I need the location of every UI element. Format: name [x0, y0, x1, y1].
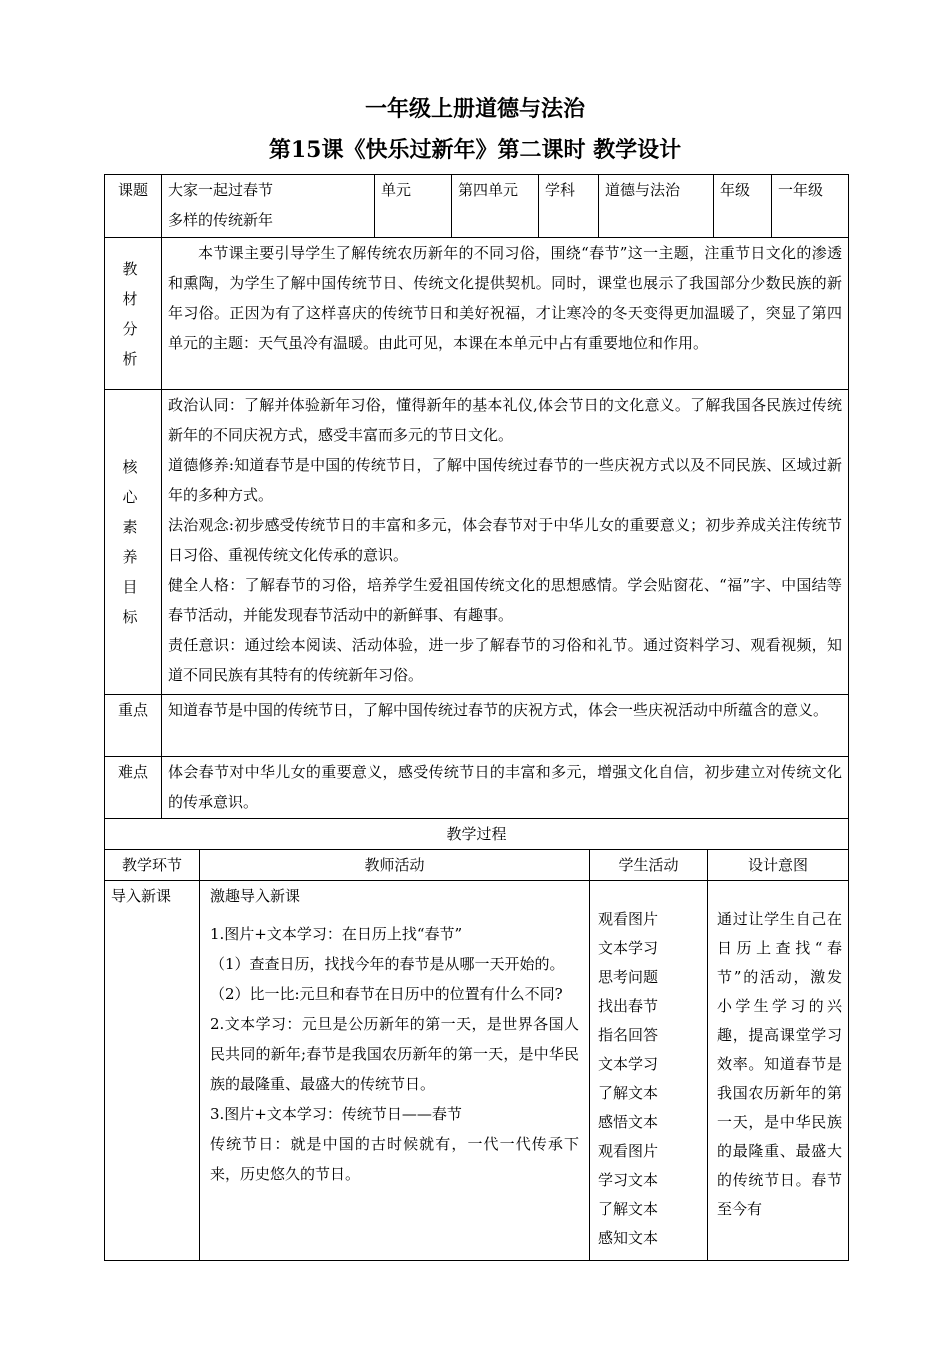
- subject-label: 学科: [539, 175, 599, 238]
- teacher-item: 1.图片+文本学习：在日历上找“春节”: [210, 925, 463, 943]
- key-point-label: 重点: [105, 695, 162, 757]
- lesson-line2: 多样的传统新年: [168, 211, 274, 229]
- analysis-text: 本节课主要引导学生了解传统农历新年的不同习俗，围绕“春节”这一主题，注重节日文化的渗透和熏陶，为学生了解中国传统节日、传统文化提供契机。同时，课堂也展示了我国部分少数民族的新年习俗。正因为有了这样喜庆的传统节日和美好祝福，才让寒冷的冬天变得更加温暖了，突显了第四单元的主题：天气虽冷有温暖。由此可见，本课在本单元中占有重要地位和作用。: [162, 238, 849, 390]
- core-label: 核 心 素 养 目 标: [105, 390, 162, 695]
- student-item: 思考问题: [598, 968, 659, 986]
- core-item: 法治观念:初步感受传统节日的丰富和多元，体会春节对于中华儿女的重要意义；初步养成关注传统节日习俗、重视传统文化传承的意识。: [168, 516, 842, 564]
- teacher-activities: [200, 881, 590, 1261]
- student-item: 了解文本: [598, 1200, 659, 1218]
- col-student: 学生活动: [590, 850, 708, 881]
- page-subtitle: 第15课《快乐过新年》第二课时 教学设计: [268, 137, 682, 163]
- core-item: 健全人格：了解春节的习俗，培养学生爱祖国传统文化的思想感情。学会贴窗花、“福”字、中国结等春节活动，并能发现春节活动中的新鲜事、有趣事。: [168, 576, 842, 624]
- student-activities: [590, 881, 708, 1261]
- teacher-item: 2.文本学习：元旦是公历新年的第一天，是世界各国人民共同的新年;春节是我国农历新年的第一天，是中华民族的最隆重、最盛大的传统节日。: [210, 1015, 579, 1093]
- teaching-process-table: [104, 818, 849, 1261]
- student-item: 观看图片: [598, 1142, 659, 1160]
- unit-label: 单元: [375, 175, 452, 238]
- subject-value: 道德与法治: [599, 175, 714, 238]
- student-item: 了解文本: [598, 1084, 659, 1102]
- student-item: 学习文本: [598, 1171, 659, 1189]
- teacher-item: （1）查查日历，找找今年的春节是从哪一天开始的。: [210, 955, 565, 973]
- process-title: 教学过程: [105, 819, 849, 850]
- core-item: 责任意识：通过绘本阅读、活动体验，进一步了解春节的习俗和礼节。通过资料学习、观看视频，知道不同民族有其特有的传统新年习俗。: [168, 636, 842, 684]
- student-item: 找出春节: [598, 997, 659, 1015]
- analysis-label: 教 材 分 析: [105, 238, 162, 390]
- student-item: 感知文本: [598, 1229, 659, 1247]
- difficulty-label: 难点: [105, 757, 162, 819]
- stage-cell: 导入新课: [105, 881, 200, 1261]
- core-goals: [162, 390, 849, 695]
- student-item: 观看图片: [598, 910, 659, 928]
- teacher-item: 3.图片+文本学习：传统节日——春节: [210, 1105, 462, 1123]
- col-stage: 教学环节: [105, 850, 200, 881]
- student-item: 指名回答: [598, 1026, 659, 1044]
- student-item: 文本学习: [598, 1055, 659, 1073]
- col-intent: 设计意图: [708, 850, 849, 881]
- unit-value: 第四单元: [452, 175, 539, 238]
- teacher-item: 传统节日：就是中国的古时候就有，一代一代传承下来，历史悠久的节日。: [210, 1135, 579, 1183]
- grade-label: 年级: [714, 175, 772, 238]
- key-point-text: 知道春节是中国的传统节日，了解中国传统过春节的庆祝方式，体会一些庆祝活动中所蕴含的意义。: [162, 695, 849, 757]
- lesson-label: 课题: [105, 175, 162, 238]
- grade-value: 一年级: [772, 175, 849, 238]
- col-teacher: 教师活动: [200, 850, 590, 881]
- design-intent: 通过让学生自己在日历上查找“春节”的活动，激发小学生学习的兴趣，提高课堂学习效率。知道春节是我国农历新年的第一天，是中华民族的最隆重、最盛大的传统节日。春节至今有: [708, 881, 849, 1261]
- student-item: 文本学习: [598, 939, 659, 957]
- lesson-value: [162, 175, 375, 238]
- core-item: 道德修养:知道春节是中国的传统节日，了解中国传统过春节的一些庆祝方式以及不同民族、区域过新年的多种方式。: [168, 456, 842, 504]
- student-item: 感悟文本: [598, 1113, 659, 1131]
- page-title: 一年级上册道德与法治: [364, 96, 585, 122]
- teacher-item: 激趣导入新课: [210, 887, 301, 905]
- difficulty-text: 体会春节对中华儿女的重要意义，感受传统节日的丰富和多元，增强文化自信，初步建立对传统文化的传承意识。: [162, 757, 849, 819]
- lesson-line1: 大家一起过春节: [168, 181, 274, 199]
- teacher-item: （2）比一比:元旦和春节在日历中的位置有什么不同?: [210, 985, 563, 1003]
- core-item: 政治认同：了解并体验新年习俗，懂得新年的基本礼仪,体会节日的文化意义。了解我国各民族过传统新年的不同庆祝方式，感受丰富而多元的节日文化。: [168, 396, 842, 444]
- lesson-info-table: [104, 174, 849, 819]
